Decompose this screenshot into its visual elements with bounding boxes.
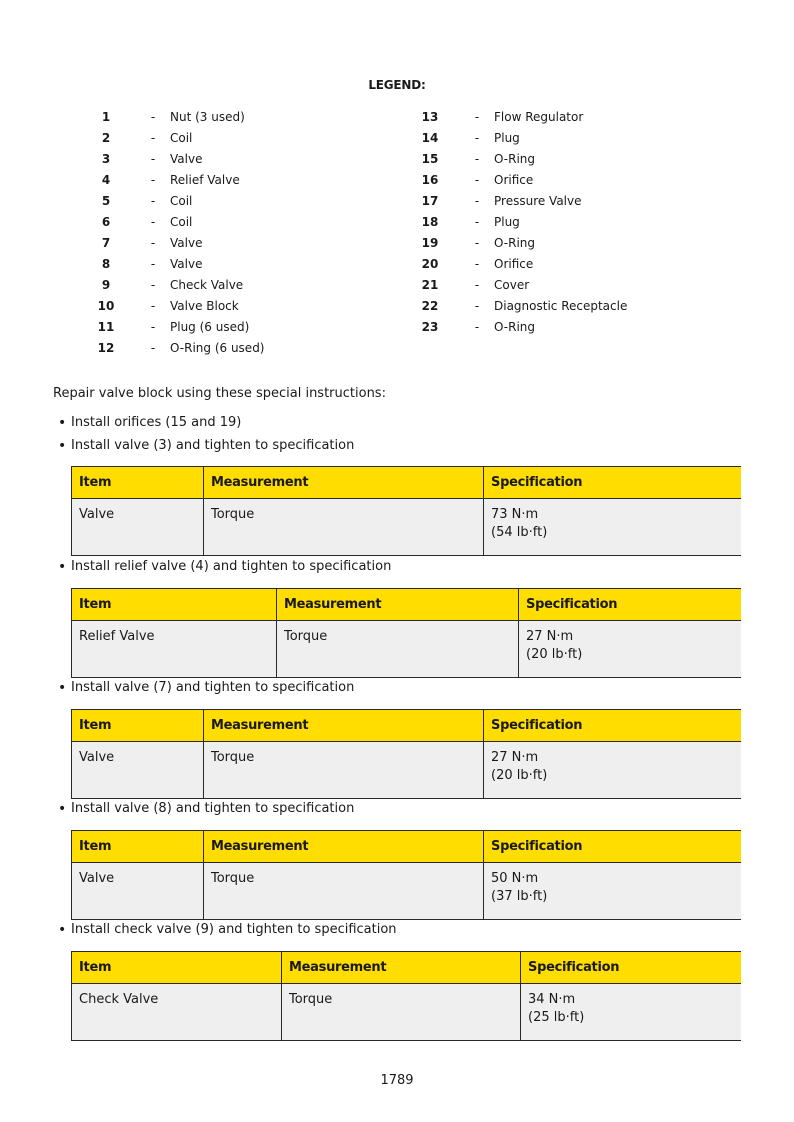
step-text: Install orifices (15 and 19): [71, 415, 242, 430]
legend-dash: -: [150, 277, 156, 292]
spec-table: [71, 466, 741, 556]
step-text: Install valve (7) and tighten to specification: [71, 680, 355, 695]
legend-part-name: Valve: [170, 256, 203, 271]
legend-number: 10: [97, 298, 115, 313]
cell-item: Valve: [72, 742, 204, 799]
instruction-step: [58, 680, 354, 695]
legend-part-name: Flow Regulator: [494, 109, 584, 124]
cell-specification: [484, 499, 742, 556]
legend-number: 1: [101, 109, 111, 124]
cell-measurement: Torque: [277, 621, 519, 678]
legend-item: [412, 148, 627, 169]
legend-number: 15: [421, 151, 439, 166]
legend-number: 4: [101, 172, 111, 187]
table-header-row: [72, 467, 742, 499]
legend-part-name: Orifice: [494, 172, 534, 187]
header-measurement: Measurement: [204, 831, 484, 863]
spec-metric: 27 N·m: [491, 750, 539, 765]
cell-specification: [484, 742, 742, 799]
header-item: Item: [72, 952, 282, 984]
bullet-icon: •: [58, 800, 67, 817]
legend-dash: -: [150, 172, 156, 187]
spec-imperial: (25 lb·ft): [528, 1010, 585, 1025]
legend-part-name: O-Ring: [494, 151, 536, 166]
legend-number: 18: [421, 214, 439, 229]
table-row: [72, 621, 742, 678]
legend-part-name: Nut (3 used): [170, 109, 245, 124]
header-measurement: Measurement: [277, 589, 519, 621]
legend-item: [412, 295, 627, 316]
instruction-step: [58, 559, 391, 574]
legend-number: 9: [101, 277, 111, 292]
legend-item: [88, 337, 265, 358]
legend-part-name: Valve Block: [170, 298, 239, 313]
legend-dash: -: [150, 193, 156, 208]
table-header-row: [72, 831, 742, 863]
cell-measurement: Torque: [204, 863, 484, 920]
header-item: Item: [72, 467, 204, 499]
header-specification: Specification: [484, 467, 742, 499]
legend-number: 12: [97, 340, 115, 355]
cell-specification: [484, 863, 742, 920]
instruction-step: [58, 801, 354, 816]
legend-part-name: Valve: [170, 151, 203, 166]
legend-part-name: O-Ring (6 used): [170, 340, 265, 355]
legend-item: [412, 274, 627, 295]
header-specification: Specification: [519, 589, 742, 621]
cell-specification: [519, 621, 742, 678]
legend-number: 17: [421, 193, 439, 208]
header-specification: Specification: [521, 952, 742, 984]
legend-part-name: Coil: [170, 130, 193, 145]
legend-column-left: [88, 106, 265, 358]
legend-part-name: O-Ring: [494, 319, 536, 334]
table-header-row: [72, 710, 742, 742]
legend-dash: -: [474, 256, 480, 271]
table-row: [72, 863, 742, 920]
header-item: Item: [72, 589, 277, 621]
header-specification: Specification: [484, 710, 742, 742]
legend-number: 13: [421, 109, 439, 124]
header-measurement: Measurement: [204, 710, 484, 742]
cell-specification: [521, 984, 742, 1041]
legend-item: [88, 211, 265, 232]
spec-table: [71, 951, 741, 1041]
legend-dash: -: [474, 298, 480, 313]
table-header-row: [72, 952, 742, 984]
spec-metric: 34 N·m: [528, 992, 576, 1007]
legend-part-name: Diagnostic Receptacle: [494, 298, 628, 313]
spec-imperial: (20 lb·ft): [526, 647, 583, 662]
legend-dash: -: [150, 256, 156, 271]
legend-dash: -: [150, 130, 156, 145]
page-number: 1789: [380, 1073, 414, 1088]
legend-number: 23: [421, 319, 439, 334]
legend-item: [88, 148, 265, 169]
legend-column-right: [412, 106, 627, 337]
legend-number: 19: [421, 235, 439, 250]
legend-item: [412, 211, 627, 232]
step-text: Install valve (8) and tighten to specification: [71, 801, 355, 816]
legend-dash: -: [474, 319, 480, 334]
legend-number: 5: [101, 193, 111, 208]
header-measurement: Measurement: [204, 467, 484, 499]
legend-number: 20: [421, 256, 439, 271]
legend-part-name: Check Valve: [170, 277, 244, 292]
instruction-step: [58, 922, 397, 937]
header-item: Item: [72, 831, 204, 863]
legend-dash: -: [150, 298, 156, 313]
legend-dash: -: [474, 277, 480, 292]
legend-item: [412, 127, 627, 148]
legend-number: 2: [101, 130, 111, 145]
legend-item: [412, 169, 627, 190]
legend-part-name: Orifice: [494, 256, 534, 271]
legend-number: 22: [421, 298, 439, 313]
bullet-icon: •: [58, 558, 67, 575]
table-row: [72, 499, 742, 556]
legend-item: [88, 106, 265, 127]
legend-item: [412, 106, 627, 127]
legend-number: 11: [97, 319, 115, 334]
instruction-step: [58, 415, 241, 430]
legend-item: [412, 253, 627, 274]
legend-part-name: Plug (6 used): [170, 319, 250, 334]
spec-imperial: (54 lb·ft): [491, 525, 548, 540]
legend-number: 21: [421, 277, 439, 292]
spec-table: [71, 588, 741, 678]
legend-dash: -: [474, 151, 480, 166]
cell-item: Check Valve: [72, 984, 282, 1041]
legend-number: 6: [101, 214, 111, 229]
legend-dash: -: [474, 172, 480, 187]
legend-dash: -: [150, 235, 156, 250]
table-row: [72, 742, 742, 799]
spec-table: [71, 709, 741, 799]
legend-dash: -: [150, 319, 156, 334]
legend-part-name: Plug: [494, 214, 520, 229]
spec-imperial: (37 lb·ft): [491, 889, 548, 904]
legend-item: [88, 127, 265, 148]
legend-dash: -: [474, 214, 480, 229]
instructions-intro: Repair valve block using these special instructions:: [53, 386, 386, 401]
legend-dash: -: [474, 235, 480, 250]
legend-dash: -: [150, 109, 156, 124]
table-header-row: [72, 589, 742, 621]
legend-item: [88, 253, 265, 274]
bullet-icon: •: [58, 921, 67, 938]
header-item: Item: [72, 710, 204, 742]
legend-dash: -: [474, 109, 480, 124]
bullet-icon: •: [58, 679, 67, 696]
cell-measurement: Torque: [282, 984, 521, 1041]
legend-dash: -: [150, 340, 156, 355]
legend-item: [412, 232, 627, 253]
legend-part-name: Pressure Valve: [494, 193, 582, 208]
step-text: Install valve (3) and tighten to specification: [71, 438, 355, 453]
cell-measurement: Torque: [204, 742, 484, 799]
bullet-icon: •: [58, 437, 67, 454]
legend-number: 8: [101, 256, 111, 271]
spec-metric: 73 N·m: [491, 507, 539, 522]
header-measurement: Measurement: [282, 952, 521, 984]
spec-imperial: (20 lb·ft): [491, 768, 548, 783]
legend-item: [88, 316, 265, 337]
legend-part-name: O-Ring: [494, 235, 536, 250]
legend-item: [88, 169, 265, 190]
legend-number: 16: [421, 172, 439, 187]
legend-item: [88, 232, 265, 253]
legend-dash: -: [150, 214, 156, 229]
table-row: [72, 984, 742, 1041]
cell-measurement: Torque: [204, 499, 484, 556]
bullet-icon: •: [58, 414, 67, 431]
legend-item: [88, 295, 265, 316]
legend-item: [412, 190, 627, 211]
step-text: Install check valve (9) and tighten to specification: [71, 922, 397, 937]
legend-item: [88, 190, 265, 211]
legend-dash: -: [474, 130, 480, 145]
legend-number: 7: [101, 235, 111, 250]
legend-part-name: Valve: [170, 235, 203, 250]
legend-item: [88, 274, 265, 295]
legend-number: 3: [101, 151, 111, 166]
legend-part-name: Relief Valve: [170, 172, 240, 187]
spec-table: [71, 830, 741, 920]
header-specification: Specification: [484, 831, 742, 863]
legend-dash: -: [474, 193, 480, 208]
legend-number: 14: [421, 130, 439, 145]
legend-part-name: Coil: [170, 214, 193, 229]
legend-part-name: Coil: [170, 193, 193, 208]
spec-metric: 50 N·m: [491, 871, 539, 886]
legend-part-name: Plug: [494, 130, 520, 145]
cell-item: Valve: [72, 499, 204, 556]
legend-dash: -: [150, 151, 156, 166]
instruction-step: [58, 438, 354, 453]
legend-item: [412, 316, 627, 337]
cell-item: Relief Valve: [72, 621, 277, 678]
legend-title: LEGEND:: [368, 78, 426, 92]
spec-metric: 27 N·m: [526, 629, 574, 644]
step-text: Install relief valve (4) and tighten to specification: [71, 559, 392, 574]
cell-item: Valve: [72, 863, 204, 920]
legend-part-name: Cover: [494, 277, 530, 292]
